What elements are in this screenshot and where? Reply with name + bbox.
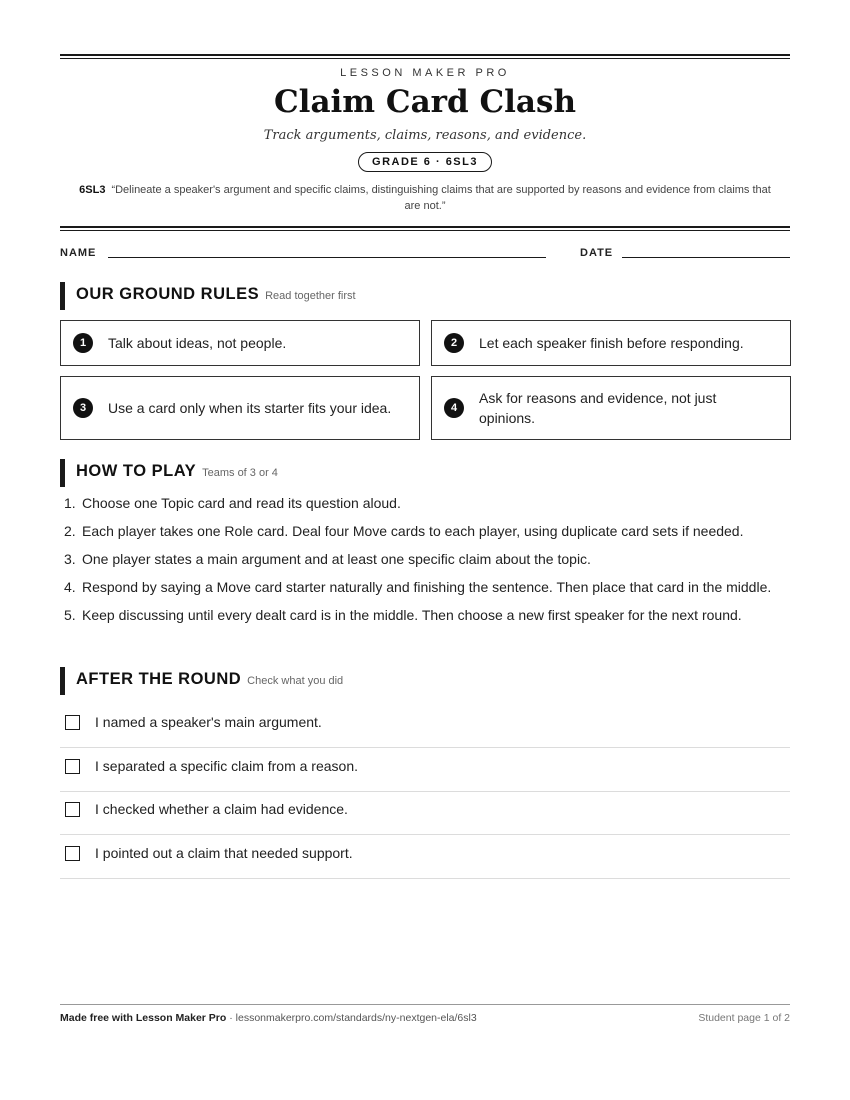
grade-badge-wrap	[60, 152, 790, 172]
name-field-line[interactable]	[108, 257, 546, 258]
step-text: Keep discussing until every dealt card is in the middle. Then choose a new first speaker for the next round.	[82, 607, 742, 623]
rule-text: Talk about ideas, not people.	[108, 335, 287, 351]
rule-text: Use a card only when its starter fits your idea.	[108, 400, 392, 416]
ground-rules-title: OUR GROUND RULES	[76, 285, 260, 303]
step-number: 4.	[64, 579, 76, 595]
header-bottom-rule	[60, 226, 790, 231]
date-field-line[interactable]	[622, 257, 790, 258]
step-text: Respond by saying a Move card starter naturally and finishing the sentence. Then place that card in the middle.	[82, 579, 772, 595]
checklist-row	[60, 747, 790, 792]
worksheet-page	[60, 0, 790, 1100]
after-round-note: Check what you did	[247, 675, 344, 687]
standard-statement	[70, 182, 780, 214]
section-bar	[60, 282, 65, 310]
step-text: Choose one Topic card and read its question aloud.	[82, 495, 401, 511]
after-round-title: AFTER THE ROUND	[76, 670, 242, 688]
header-top-rule	[60, 54, 790, 59]
checkbox[interactable]	[65, 759, 80, 774]
checklist-text: I named a speaker's main argument.	[95, 714, 322, 730]
step-item	[60, 521, 790, 542]
section-bar	[60, 459, 65, 487]
step-number: 5.	[64, 607, 76, 623]
rule-number-badge: 3	[73, 398, 93, 418]
checklist-row	[60, 834, 790, 879]
checklist-row	[60, 790, 790, 835]
name-label: NAME	[60, 247, 97, 259]
step-item	[60, 577, 790, 598]
ground-rule-card	[431, 376, 791, 440]
page-title: Claim Card Clash	[274, 84, 576, 120]
checklist-row	[60, 703, 790, 748]
step-number: 3.	[64, 551, 76, 567]
how-to-play-steps	[60, 493, 790, 633]
footer-rule	[60, 1004, 790, 1005]
footer-made-with: Made free with Lesson Maker Pro	[60, 1012, 227, 1024]
step-item	[60, 549, 790, 570]
footer-url[interactable]: lessonmakerpro.com/standards/ny-nextgen-ela/6sl3	[235, 1012, 477, 1024]
step-item	[60, 493, 790, 514]
rule-number-badge: 1	[73, 333, 93, 353]
how-to-play-note: Teams of 3 or 4	[202, 467, 278, 479]
page-subtitle: Track arguments, claims, reasons, and evidence.	[263, 128, 587, 143]
checklist-text: I checked whether a claim had evidence.	[95, 801, 348, 817]
grade-badge: GRADE 6 · 6SL3	[358, 152, 492, 172]
how-to-play-title: HOW TO PLAY	[76, 462, 197, 480]
brand-label: LESSON MAKER PRO	[340, 67, 510, 79]
step-number: 2.	[64, 523, 76, 539]
rule-text: Ask for reasons and evidence, not just opinions.	[479, 390, 717, 426]
ground-rule-card	[60, 320, 420, 366]
standard-text: “Delineate a speaker's argument and specific claims, distinguishing claims that are supported by reasons and evidence from claims that are not.”	[111, 184, 771, 212]
step-item	[60, 605, 790, 626]
rule-text: Let each speaker finish before responding.	[479, 335, 744, 351]
checkbox[interactable]	[65, 846, 80, 861]
ground-rules-note: Read together first	[265, 290, 356, 302]
date-label: DATE	[580, 247, 614, 259]
checklist-text: I separated a specific claim from a reason.	[95, 758, 359, 774]
checkbox[interactable]	[65, 802, 80, 817]
section-bar	[60, 667, 65, 695]
footer-separator: ·	[226, 1012, 236, 1024]
rule-number-badge: 2	[444, 333, 464, 353]
checklist-text: I pointed out a claim that needed support.	[95, 845, 353, 861]
step-text: One player states a main argument and at least one specific claim about the topic.	[82, 551, 591, 567]
standard-code: 6SL3	[79, 184, 106, 196]
step-text: Each player takes one Role card. Deal four Move cards to each player, using duplicate card sets if needed.	[82, 523, 744, 539]
ground-rule-card	[431, 320, 791, 366]
footer-credit	[60, 1012, 477, 1024]
footer-page-number: Student page 1 of 2	[698, 1012, 790, 1024]
step-number: 1.	[64, 495, 76, 511]
rule-number-badge: 4	[444, 398, 464, 418]
ground-rule-card	[60, 376, 420, 440]
checkbox[interactable]	[65, 715, 80, 730]
